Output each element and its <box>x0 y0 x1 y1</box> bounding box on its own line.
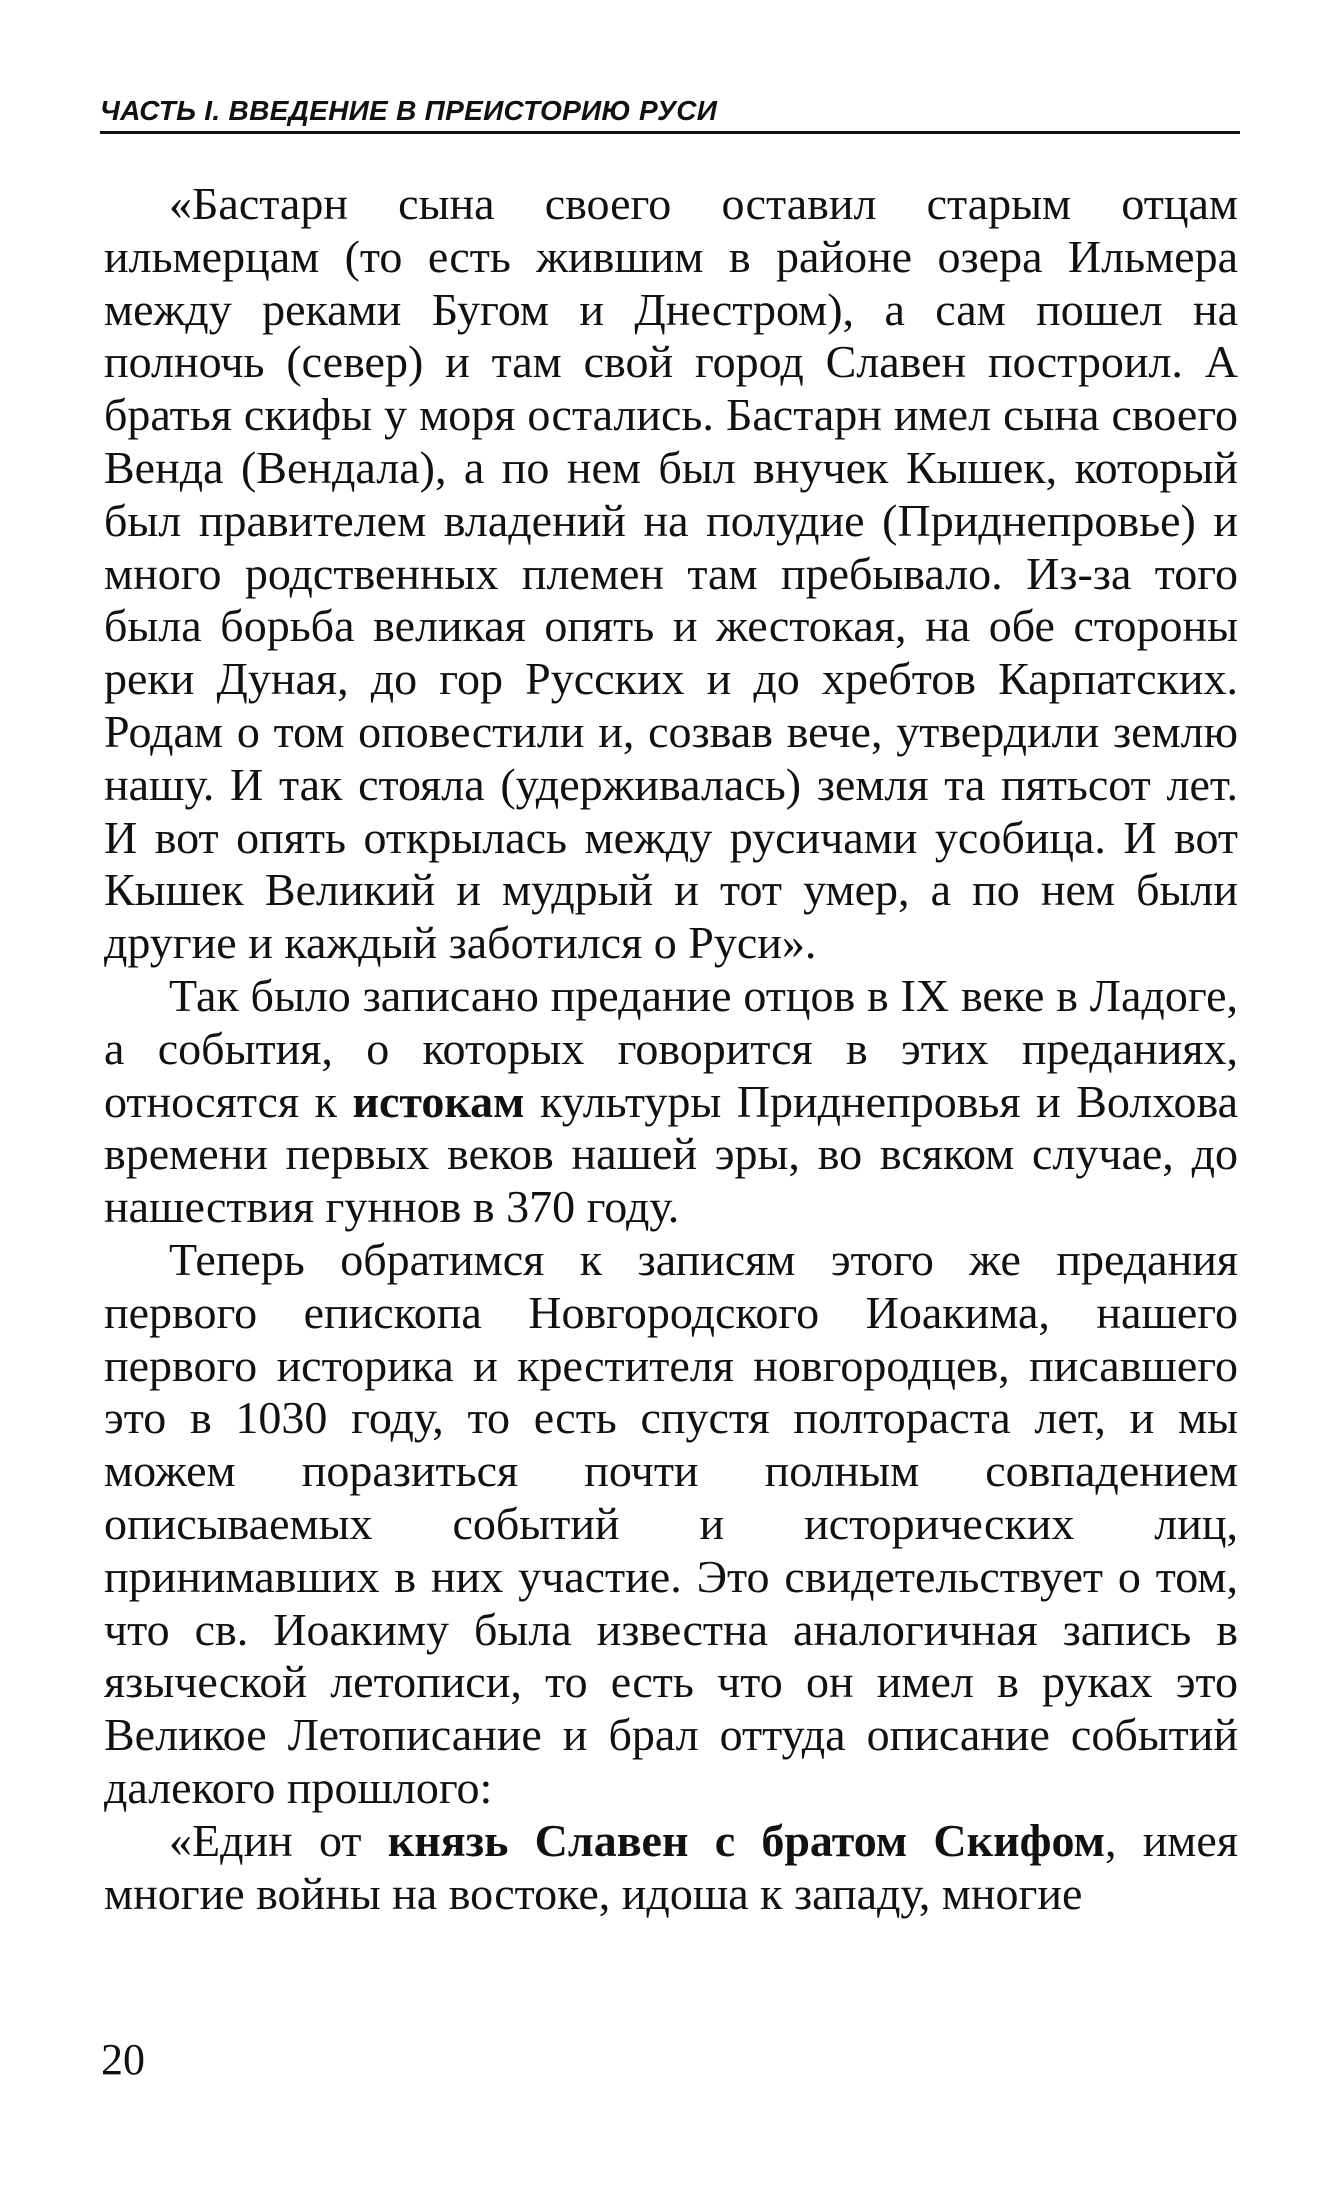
paragraph-2-bold-term: истокам <box>352 1075 525 1127</box>
paragraph-2-text-end: культуры Приднепровья и Волхова времени первых веков нашей эры, во всяком случае, до нашествия гуннов в 370 году. <box>104 1075 1239 1233</box>
page-number: 20 <box>101 2035 145 2084</box>
paragraph-4-text-end: , имея многие войны на востоке, идоша к западу, многие <box>104 1814 1238 1919</box>
paragraph-2 <box>104 970 1238 1234</box>
running-header: ЧАСТЬ I. ВВЕДЕНИЕ В ПРЕИСТОРИЮ РУСИ <box>100 93 1240 134</box>
paragraph-3: Теперь обратимся к записям этого же предания первого епископа Новгородского Иоакима, нашего первого историка и крестителя новгородцев, писавшего это в 1030 году, то есть спустя полтораста лет, и мы можем поразиться почти полным совпадением описываемых событий и исторических лиц, принимавших в них участие. Это свидетельствует о том, что св. Иоакиму была известна аналогичная запись в языческой летописи, то есть что он имел в руках это Великое Летописание и брал оттуда описание событий далекого прошлого: <box>104 1233 1238 1813</box>
paragraph-4 <box>104 1815 1238 1921</box>
paragraph-2-text-start: Так было записано предание отцов в IX веке в Ладоге, а события, о которых говорится в этих преданиях, относятся к <box>104 969 1238 1127</box>
paragraph-1: «Бастарн сына своего оставил старым отцам ильмерцам (то есть жившим в районе озера Ильмера между реками Бугом и Днестром), а сам пошел на полночь (север) и там свой город Славен построил. А братья скифы у моря остались. Бастарн имел сына своего Венда (Вендала), а по нем был внучек Кышек, который был правителем владений на полудие (Приднепровье) и много родственных племен там пребывало. Из-за того была борьба великая опять и жестокая, на обе стороны реки Дуная, до гор Русских и до хребтов Карпатских. Родам о том оповестили и, созвав вече, утвердили землю нашу. И так стояла (удерживалась) земля та пятьсот лет. И вот опять открылась между русичами усобица. И вот Кышек Великий и мудрый и тот умер, а по нем были другие и каждый заботился о Руси». <box>104 178 1238 969</box>
paragraph-4-bold-term: князь Славен с братом Скифом <box>387 1814 1105 1866</box>
body-text <box>104 178 1238 1920</box>
paragraph-4-text-start: «Един от <box>169 1814 388 1866</box>
